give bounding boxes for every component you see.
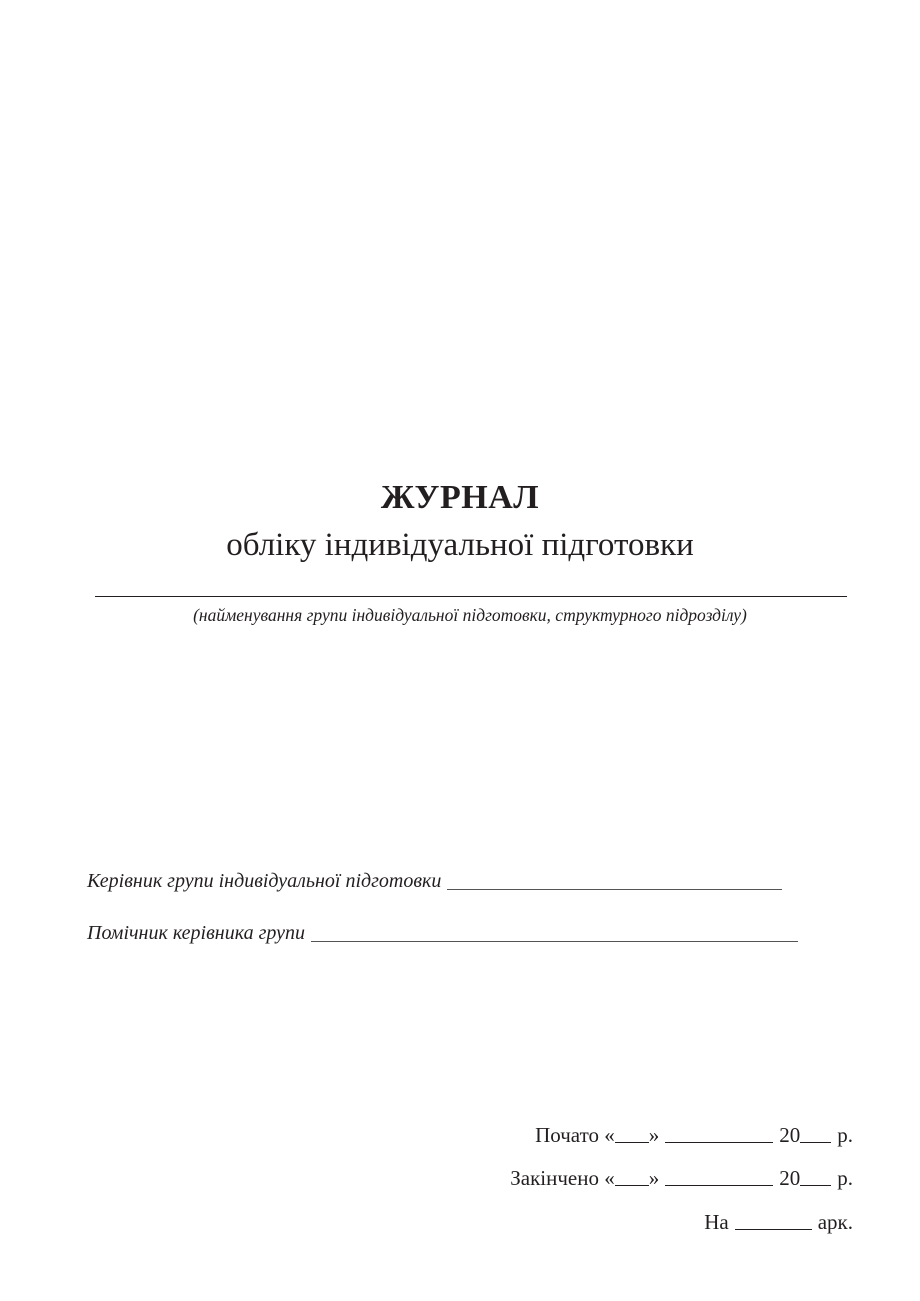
finished-label: Закінчено xyxy=(510,1166,599,1190)
started-month-fill-line[interactable] xyxy=(665,1141,773,1143)
assistant-leader-fill-line[interactable] xyxy=(311,940,798,942)
document-title: ЖУРНАЛ xyxy=(380,479,540,516)
started-day-fill-line[interactable] xyxy=(615,1141,649,1143)
finished-year-suffix: р. xyxy=(837,1166,853,1190)
finished-century: 20 xyxy=(779,1166,801,1190)
group-leader-label: Керівник групи індивідуальної підготовки xyxy=(87,870,442,892)
finished-year-fill-line[interactable] xyxy=(800,1184,831,1186)
close-quote: » xyxy=(648,1123,660,1147)
group-name-fill-line[interactable] xyxy=(95,596,847,597)
started-year-suffix: р. xyxy=(837,1123,853,1147)
assistant-leader-label: Помічник керівника групи xyxy=(87,922,305,944)
close-quote: » xyxy=(648,1166,660,1190)
document-subtitle: обліку індивідуальної підготовки xyxy=(226,527,694,563)
finished-date-row xyxy=(510,1161,853,1191)
sheets-prefix: На xyxy=(704,1210,729,1234)
started-date-row xyxy=(535,1118,853,1148)
finished-month-fill-line[interactable] xyxy=(665,1184,773,1186)
group-leader-field xyxy=(87,864,782,894)
group-name-caption: (найменування групи індивідуальної підготовки, структурного підрозділу) xyxy=(193,605,747,625)
open-quote: « xyxy=(604,1166,615,1190)
finished-day-fill-line[interactable] xyxy=(615,1184,649,1186)
sheets-suffix: арк. xyxy=(817,1210,853,1234)
started-century: 20 xyxy=(779,1123,801,1147)
open-quote: « xyxy=(604,1123,615,1147)
sheets-count-fill-line[interactable] xyxy=(735,1228,812,1230)
assistant-leader-field xyxy=(87,916,798,946)
started-label: Почато xyxy=(535,1123,599,1147)
sheets-count-row xyxy=(704,1205,853,1235)
group-leader-fill-line[interactable] xyxy=(447,888,782,890)
started-year-fill-line[interactable] xyxy=(800,1141,831,1143)
